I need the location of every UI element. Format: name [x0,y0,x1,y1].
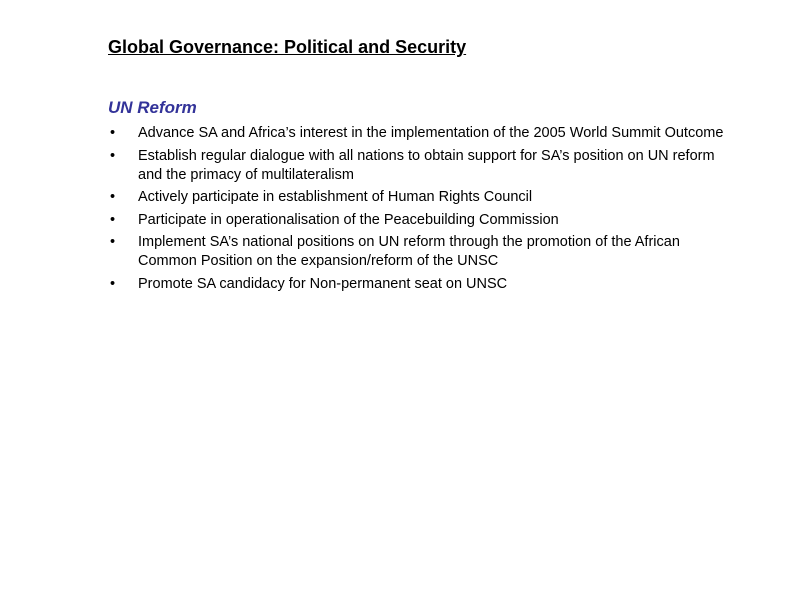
bullet-text: Promote SA candidacy for Non-permanent seat on UNSC [138,275,508,292]
bullet-item [108,124,738,143]
bullet-text: Implement SA’s national positions on UN reform through the promotion of the African Common Position on the expansion/reform of the UNSC [138,234,680,269]
bullet-text: Advance SA and Africa’s interest in the implementation of the 2005 World Summit Outcome [138,125,724,141]
bullet-icon: • [110,234,116,250]
bullet-list [108,124,738,297]
bullet-item [108,188,738,207]
bullet-item [108,211,738,230]
section-heading: UN Reform [108,98,197,117]
bullet-icon: • [110,147,116,164]
bullet-icon: • [110,275,116,292]
bullet-item [108,147,738,185]
bullet-icon: • [110,211,116,228]
bullet-item [108,233,738,271]
bullet-text: Establish regular dialogue with all nations to obtain support for SA’s position on UN reform and the primacy of multilateralism [138,147,715,183]
bullet-item [108,275,738,294]
bullet-icon: • [110,189,116,205]
bullet-text: Actively participate in establishment of Human Rights Council [138,189,533,205]
bullet-icon: • [110,125,116,141]
bullet-text: Participate in operationalisation of the Peacebuilding Commission [138,211,559,228]
slide-title: Global Governance: Political and Security [108,37,467,57]
